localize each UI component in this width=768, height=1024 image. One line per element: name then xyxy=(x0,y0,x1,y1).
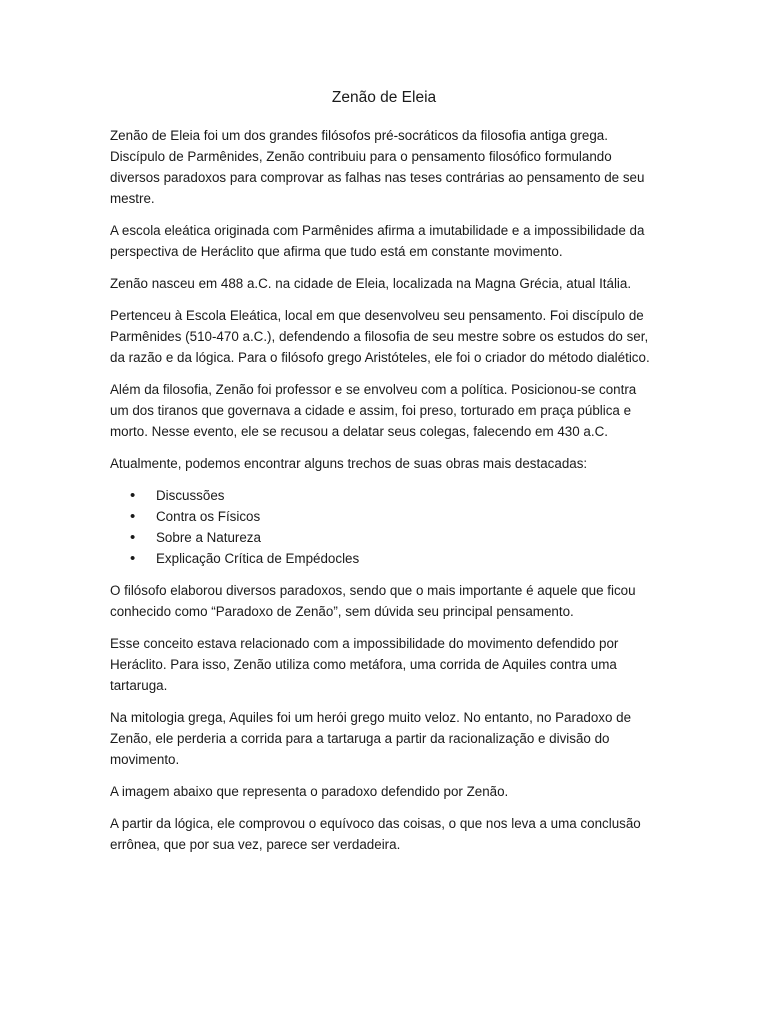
paragraph-school-membership: Pertenceu à Escola Eleática, local em que desenvolveu seu pensamento. Foi discípulo de Parmênides (510-470 a.C.), defendendo a filosofia de seu mestre sobre os estudos do ser, da razão e da lógica. Para o filósofo grego Aristóteles, ele foi o criador do método dialético. xyxy=(110,308,650,365)
paragraph-movement: Esse conceito estava relacionado com a impossibilidade do movimento defendido por Heráclito. Para isso, Zenão utiliza como metáfora, uma corrida de Aquiles contra uma tartaruga. xyxy=(110,636,619,693)
works-list xyxy=(110,485,658,569)
paragraph-image-note: A imagem abaixo que representa o paradoxo defendido por Zenão. xyxy=(110,784,509,799)
paragraph-works-intro: Atualmente, podemos encontrar alguns trechos de suas obras mais destacadas: xyxy=(110,456,588,471)
list-item: • Contra os Físicos xyxy=(110,506,658,527)
document-page xyxy=(110,86,658,866)
paragraph-conclusion: A partir da lógica, ele comprovou o equívoco das coisas, o que nos leva a uma conclusão errônea, que por sua vez, parece ser verdadeira. xyxy=(110,816,641,852)
paragraph-birth: Zenão nasceu em 488 a.C. na cidade de Eleia, localizada na Magna Grécia, atual Itália. xyxy=(110,276,632,291)
paragraph-achilles: Na mitologia grega, Aquiles foi um herói grego muito veloz. No entanto, no Paradoxo de Zenão, ele perderia a corrida para a tartaruga a partir da racionalização e divisão do movimento. xyxy=(110,710,632,767)
list-item: • Explicação Crítica de Empédocles xyxy=(110,548,658,569)
document-title: Zenão de Eleia xyxy=(331,89,437,106)
list-item: • Sobre a Natureza xyxy=(110,527,658,548)
paragraph-paradoxes: O filósofo elaborou diversos paradoxos, sendo que o mais importante é aquele que ficou conhecido como “Paradoxo de Zenão”, sem dúvida seu principal pensamento. xyxy=(110,583,636,619)
paragraph-eleatic-school: A escola eleática originada com Parmênides afirma a imutabilidade e a impossibilidade da perspectiva de Heráclito que afirma que tudo está em constante movimento. xyxy=(110,223,645,259)
paragraph-intro: Zenão de Eleia foi um dos grandes filósofos pré-socráticos da filosofia antiga grega. Discípulo de Parmênides, Zenão contribuiu para o pensamento filosófico formulando diversos paradoxos para comprovar as falhas nas teses contrárias ao pensamento de seu mestre. xyxy=(110,128,645,206)
paragraph-politics: Além da filosofia, Zenão foi professor e se envolveu com a política. Posicionou-se contra um dos tiranos que governava a cidade e assim, foi preso, torturado em praça pública e morto. Nesse evento, ele se recusou a delatar seus colegas, falecendo em 430 a.C. xyxy=(110,382,637,439)
list-item: • Discussões xyxy=(110,485,658,506)
